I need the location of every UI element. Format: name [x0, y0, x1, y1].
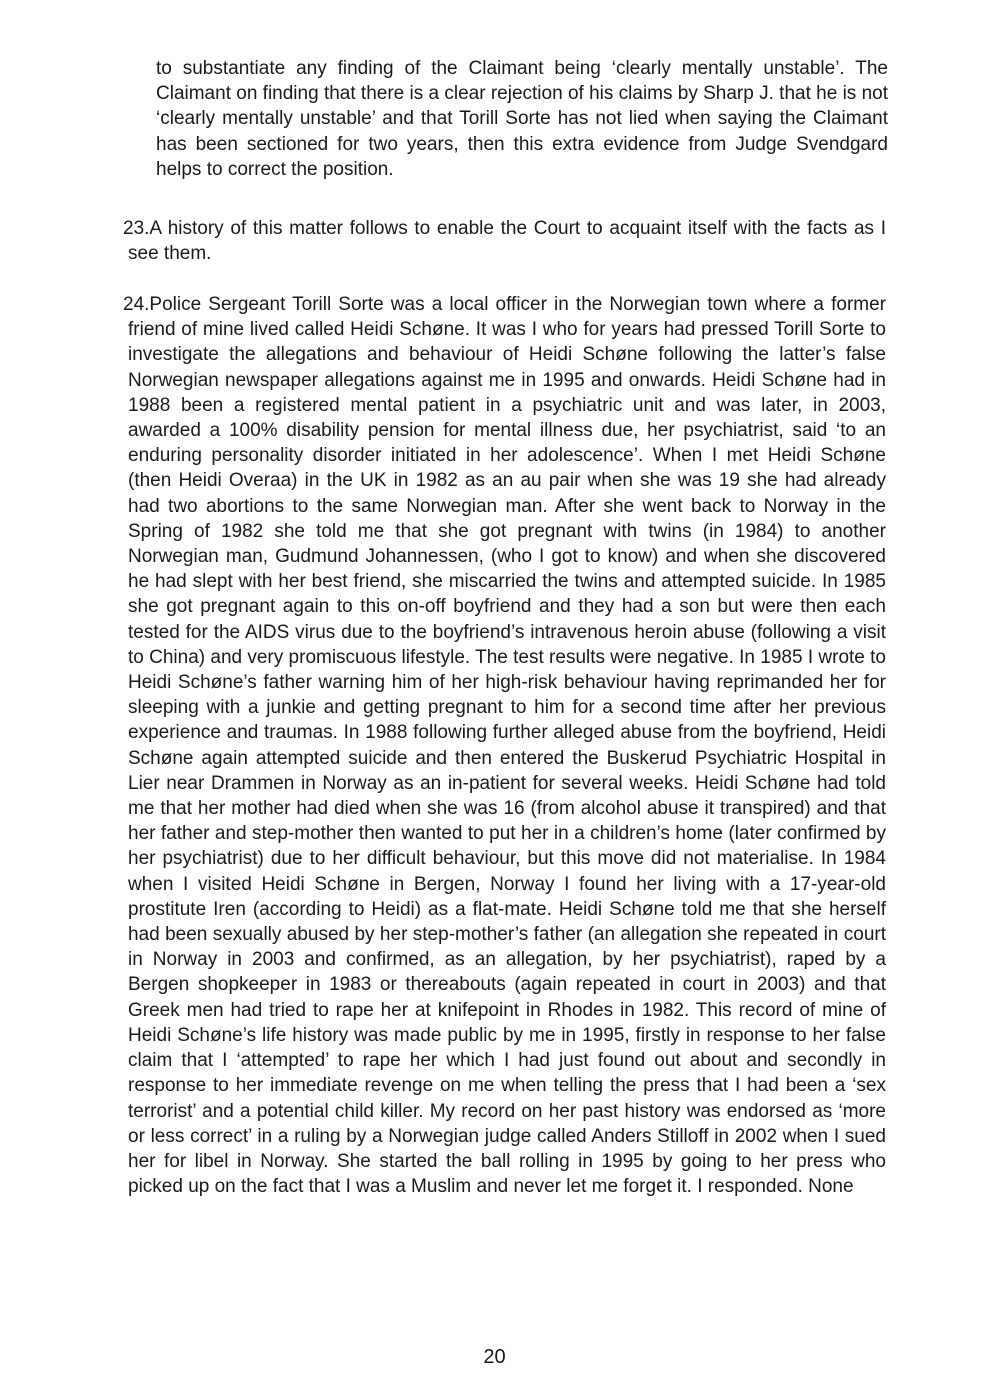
paragraph-text: A history of this matter follows to enable the Court to acquaint itself with the facts as I see them.: [128, 218, 886, 265]
paragraph-number: 24.: [123, 294, 150, 315]
paragraph-text: Police Sergeant Torill Sorte was a local officer in the Norwegian town where a former friend of mine lived called Heidi Schøne. It was I who for years had pressed Torill Sorte to investigate the allegations and behaviour of Heidi Schøne following the latter’s false Norwegian newspaper allegations against me in 1995 and onwards. Heidi Schøne had in 1988 been a registered mental patient in a psychiatric unit and was later, in 2003, awarded a 100% disability pension for mental illness due, her psychiatrist, said ‘to an enduring personality disorder initiated in her adolescence’. When I met Heidi Schøne (then Heidi Overaa) in the UK in 1982 as an au pair when she was 19 she had already had two abortions to the same Norwegian man. After she went back to Norway in the Spring of 1982 she told me that she got pregnant with twins (in 1984) to another Norwegian man, Gudmund Johannessen, (who I got to know) and when she discovered he had slept with her best friend, she miscarried the twins and attempted suicide. In 1985 she got pregnant again to this on-off boyfriend and they had a son but were then each tested for the AIDS virus due to the boyfriend’s intravenous heroin abuse (following a visit to China) and very promiscuous lifestyle. The test results were negative. In 1985 I wrote to Heidi Schøne’s father warning him of her high-risk behaviour having reprimanded her for sleeping with a junkie and getting pregnant to him for a second time after her previous experience and traumas. In 1988 following further alleged abuse from the boyfriend, Heidi Schøne again attempted suicide and then entered the Buskerud Psychiatric Hospital in Lier near Drammen in Norway as an in-patient for several weeks. Heidi Schøne had told me that her mother had died when she was 16 (from alcohol abuse it transpired) and that her father and step-mother then wanted to put her in a children’s home (later confirmed by her psychiatrist) due to her difficult behaviour, but this move did not materialise. In 1984 when I visited Heidi Schøne in Bergen, Norway I found her living with a 17-year-old prostitute Iren (according to Heidi) as a flat-mate. Heidi Schøne told me that she herself had been sexually abused by her step-mother’s father (an allegation she repeated in court in Norway in 2003 and confirmed, as an allegation, by her psychiatrist), raped by a Bergen shopkeeper in 1983 or thereabouts (again repeated in court in 2003) and that Greek men had tried to rape her at knifepoint in Rhodes in 1982. This record of mine of Heidi Schøne’s life history was made public by me in 1995, firstly in response to her false claim that I ‘attempted’ to rape her which I had just found out about and secondly in response to her immediate revenge on me when telling the press that I had been a ‘sex terrorist’ and a potential child killer. My record on her past history was endorsed as ‘more or less correct’ in a ruling by a Norwegian judge called Anders Stilloff in 2002 when I sued her for libel in Norway. She started the ball rolling in 1995 by going to her press who picked up on the fact that I was a Muslim and never let me forget it. I responded. None: [128, 294, 886, 1198]
paragraph-23: [118, 216, 886, 266]
paragraph-24: [118, 292, 886, 1199]
paragraph-number: 23.: [123, 218, 150, 239]
page-number: 20: [483, 1346, 506, 1368]
continuation-paragraph: to substantiate any finding of the Claimant being ‘clearly mentally unstable’. The Claimant on finding that there is a clear rejection of his claims by Sharp J. that he is not ‘clearly mentally unstable’ and that Torill Sorte has not lied when saying the Claimant has been sectioned for two years, then this extra evidence from Judge Svendgard helps to correct the position.: [156, 58, 888, 180]
